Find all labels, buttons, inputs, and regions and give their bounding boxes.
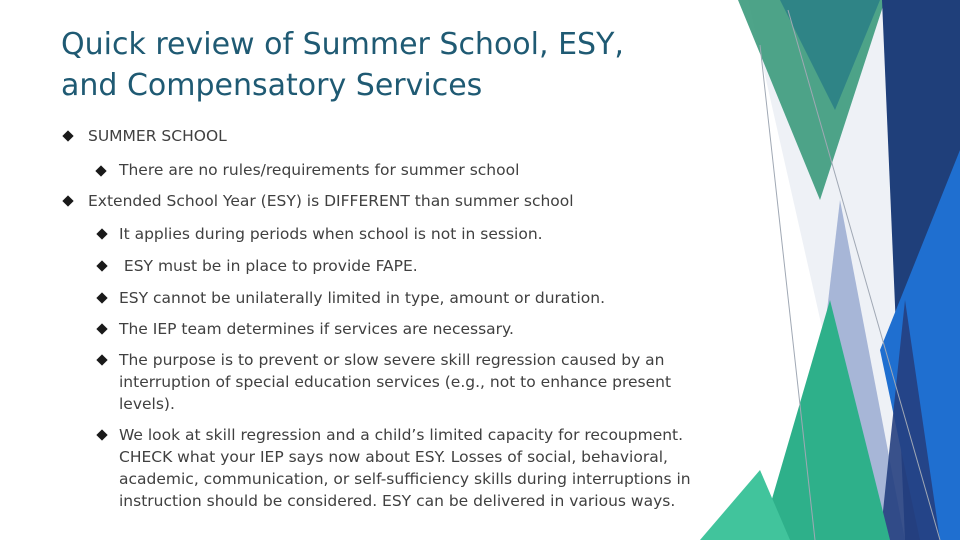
title-line-2: and Compensatory Services [61, 68, 483, 103]
esy-item-5: The purpose is to prevent or slow severe skill regression caused by an interruption of special education services (e.g., not to enhance present levels). [119, 351, 672, 413]
bullet-esy: Extended School Year (ESY) is DIFFERENT than summer school [88, 192, 574, 210]
esy-item-3: ESY cannot be unilaterally limited in type, amount or duration. [119, 289, 606, 307]
esy-item-1: It applies during periods when school is not in session. [119, 225, 543, 243]
title-line-1: Quick review of Summer School, ESY, [61, 27, 624, 62]
esy-item-2: ESY must be in place to provide FAPE. [119, 257, 418, 275]
bullet-summer-school: SUMMER SCHOOL [88, 127, 227, 145]
bullet-summer-rules: There are no rules/requirements for summer school [119, 161, 520, 179]
esy-item-6: We look at skill regression and a child’s limited capacity for recoupment. CHECK what your IEP says now about ESY. Losses of social, behavioral, academic, communication, or self-sufficiency skills during interruptions in instruction should be considered. ESY can be delivered in various ways. [119, 426, 691, 510]
esy-item-4: The IEP team determines if services are necessary. [119, 320, 514, 338]
slide-title [61, 24, 701, 106]
